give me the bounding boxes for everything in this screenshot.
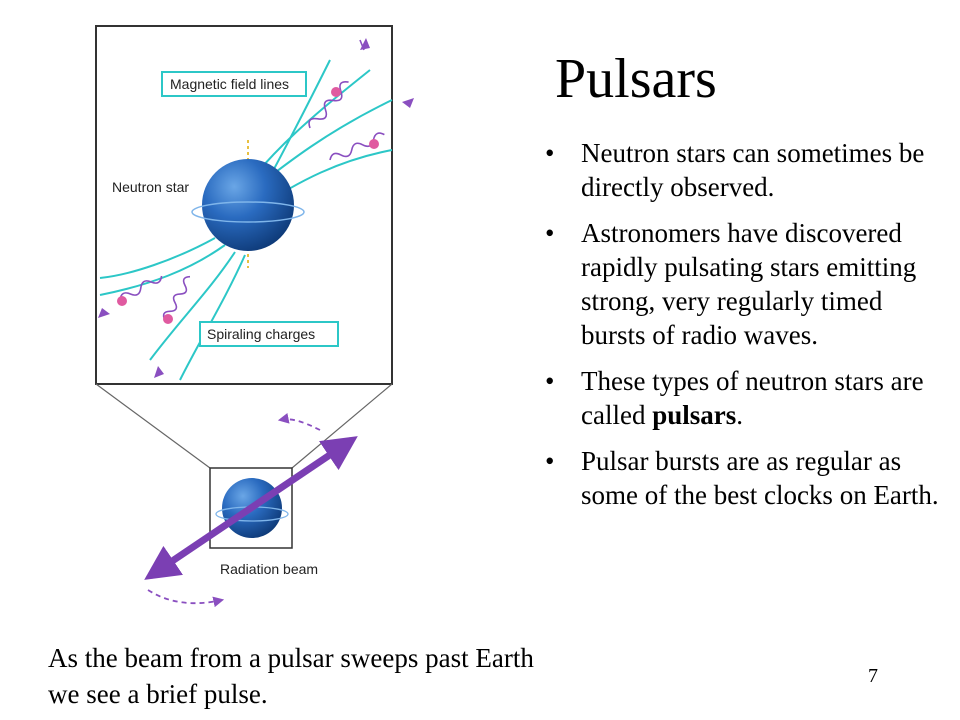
sweep-arrow-top-icon	[280, 419, 320, 430]
bullet-glyph: •	[545, 218, 555, 248]
figure-caption: As the beam from a pulsar sweeps past Earth we see a brief pulse.	[48, 643, 534, 709]
bullet-bold-term: pulsars	[652, 400, 737, 430]
bullet-text: Pulsar bursts are as regular as some of the best clocks on Earth.	[581, 446, 939, 510]
neutron-star-label: Neutron star	[112, 179, 190, 195]
page-number: 7	[868, 665, 878, 687]
bullet-glyph: •	[545, 138, 555, 168]
slide-title: Pulsars	[555, 48, 717, 110]
zoom-connector-right	[292, 384, 392, 468]
neutron-star-large	[202, 159, 294, 251]
bullet-glyph: •	[545, 446, 555, 476]
magnetic-field-lines-label: Magnetic field lines	[170, 76, 290, 92]
zoom-connector-left	[96, 384, 210, 468]
bullet-text: Astronomers have discovered rapidly pulsating stars emitting strong, very regularly timed bursts of radio waves.	[581, 218, 917, 350]
bullet-text-after: .	[736, 400, 744, 430]
radiation-beam-label: Radiation beam	[220, 561, 319, 577]
spiraling-charges-label: Spiraling charges	[207, 326, 316, 342]
bullet-text: Neutron stars can sometimes be directly observed.	[581, 138, 925, 202]
bullet-text-before: These types of neutron stars are called	[581, 366, 924, 430]
sweep-arrow-bottom-icon	[148, 590, 222, 603]
bullet-glyph: •	[545, 366, 555, 396]
radiation-beam	[150, 440, 352, 576]
